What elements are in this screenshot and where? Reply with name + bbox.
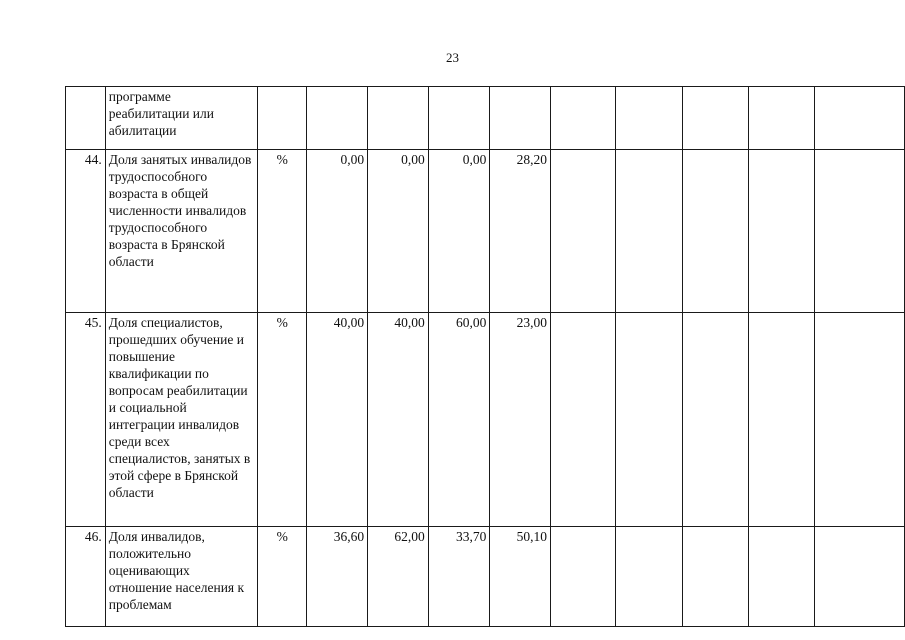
value-cell: 36,60 xyxy=(307,527,368,627)
empty-cell xyxy=(550,150,615,313)
unit-cell: % xyxy=(257,150,307,313)
indicator-name: Доля специалистов, прошедших обучение и повышение квалификации по вопросам реабилитации и социальной интеграции инвалидов среди всех специалистов, занятых в этой сфере в Брянской области xyxy=(105,313,257,527)
table-row xyxy=(66,313,905,527)
empty-cell xyxy=(749,87,815,150)
unit-cell: % xyxy=(257,313,307,527)
value-cell: 60,00 xyxy=(428,313,490,527)
empty-cell xyxy=(616,87,683,150)
table-row xyxy=(66,527,905,627)
empty-cell xyxy=(550,527,615,627)
page-number: 23 xyxy=(446,50,459,65)
indicator-table xyxy=(65,86,905,627)
row-number: 45. xyxy=(66,313,106,527)
empty-cell xyxy=(815,527,905,627)
empty-cell xyxy=(749,150,815,313)
empty-cell xyxy=(616,313,683,527)
empty-cell xyxy=(616,150,683,313)
value-cell: 0,00 xyxy=(368,150,429,313)
empty-cell xyxy=(683,527,749,627)
empty-cell xyxy=(683,87,749,150)
row-number: 44. xyxy=(66,150,106,313)
table-row xyxy=(66,150,905,313)
value-cell: 50,10 xyxy=(490,527,551,627)
value-cell: 40,00 xyxy=(368,313,429,527)
empty-cell xyxy=(683,313,749,527)
value-cell: 23,00 xyxy=(490,313,551,527)
empty-cell xyxy=(815,313,905,527)
value-cell xyxy=(307,87,368,150)
empty-cell xyxy=(815,150,905,313)
value-cell: 40,00 xyxy=(307,313,368,527)
empty-cell xyxy=(815,87,905,150)
empty-cell xyxy=(616,527,683,627)
value-cell xyxy=(368,87,429,150)
empty-cell xyxy=(749,527,815,627)
empty-cell xyxy=(550,87,615,150)
value-cell: 0,00 xyxy=(428,150,490,313)
table-row xyxy=(66,87,905,150)
value-cell: 33,70 xyxy=(428,527,490,627)
value-cell xyxy=(490,87,551,150)
indicator-name: программе реабилитации или абилитации xyxy=(105,87,257,150)
value-cell: 0,00 xyxy=(307,150,368,313)
unit-cell xyxy=(257,87,307,150)
empty-cell xyxy=(749,313,815,527)
value-cell: 28,20 xyxy=(490,150,551,313)
value-cell xyxy=(428,87,490,150)
indicator-name: Доля занятых инвалидов трудоспособного возраста в общей численности инвалидов трудоспособного возраста в Брянской области xyxy=(105,150,257,313)
value-cell: 62,00 xyxy=(368,527,429,627)
empty-cell xyxy=(550,313,615,527)
indicator-name: Доля инвалидов, положительно оценивающих отношение населения к проблемам xyxy=(105,527,257,627)
row-number xyxy=(66,87,106,150)
row-number: 46. xyxy=(66,527,106,627)
unit-cell: % xyxy=(257,527,307,627)
empty-cell xyxy=(683,150,749,313)
